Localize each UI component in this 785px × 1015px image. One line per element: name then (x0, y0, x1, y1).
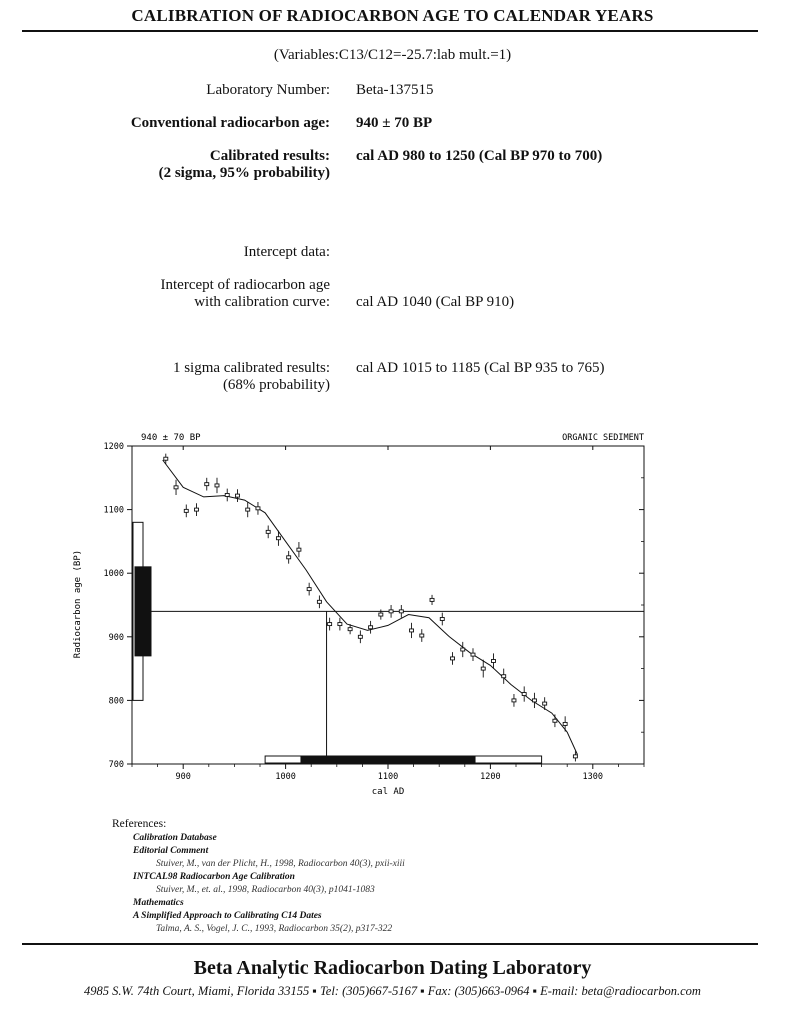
measurement-point (379, 613, 383, 616)
plot-area (104, 442, 644, 782)
chart-title-left: 940 ± 70 BP (141, 433, 201, 443)
measurement-point (440, 617, 444, 620)
reference-heading: Mathematics (133, 898, 184, 908)
conventional-age-label: Conventional radiocarbon age: (130, 115, 330, 131)
reference-heading: INTCAL98 Radiocarbon Age Calibration (133, 872, 295, 882)
chart-title-right: ORGANIC SEDIMENT (562, 433, 644, 443)
measurement-point (164, 457, 168, 460)
references-list (112, 832, 405, 936)
calibration-chart (66, 428, 656, 800)
lab-number-label: Laboratory Number: (206, 82, 330, 98)
measurement-point (553, 719, 557, 722)
measurement-point (338, 623, 342, 626)
measurement-point (491, 659, 495, 662)
measurement-point (235, 494, 239, 497)
y-tick-label: 800 (108, 696, 124, 707)
measurement-point (276, 537, 280, 540)
measurement-point (307, 588, 311, 591)
one-sigma-age-bar (135, 567, 151, 656)
measurement-point (471, 653, 475, 656)
measurement-point (358, 635, 362, 638)
reference-heading: A Simplified Approach to Calibrating C14 Dates (133, 911, 322, 921)
lab-number-value: Beta-137515 (356, 82, 434, 98)
x-tick-label: 1200 (480, 772, 501, 782)
references-section (112, 818, 405, 936)
measurement-point (522, 693, 526, 696)
one-sigma-label: 1 sigma calibrated results: (172, 360, 330, 376)
reference-citation: Talma, A. S., Vogel, J. C., 1993, Radiocarbon 35(2), p317-322 (156, 924, 393, 934)
one-sigma-sublabel: (68% probability) (222, 377, 330, 393)
measurement-point (297, 548, 301, 551)
y-tick-label: 1200 (103, 442, 124, 452)
reference-heading: Editorial Comment (133, 846, 209, 856)
x-tick-label: 1000 (275, 772, 296, 782)
measurement-point (256, 507, 260, 510)
top-rule (22, 30, 758, 32)
references-heading: References: (112, 818, 167, 830)
measurement-point (195, 508, 199, 511)
measurement-point (563, 722, 567, 725)
intercept-value: cal AD 1040 (Cal BP 910) (356, 294, 515, 310)
measurement-point (174, 486, 178, 489)
calibrated-sublabel: (2 sigma, 95% probability) (158, 165, 330, 181)
intercept-label: Intercept of radiocarbon age (160, 277, 330, 293)
bottom-rule (22, 943, 758, 945)
intercept-sublabel: with calibration curve: (194, 294, 330, 310)
measurement-point (348, 628, 352, 631)
lab-name: Beta Analytic Radiocarbon Dating Laboratory (193, 957, 592, 979)
x-axis-label: cal AD (371, 787, 405, 797)
measurement-point (430, 598, 434, 601)
lab-address: 4985 S.W. 74th Court, Miami, Florida 33155 ▪ Tel: (305)667-5167 ▪ Fax: (305)663-0964 ▪ E-mail: beta@radiocarbon.com (84, 984, 701, 998)
measurement-point (481, 667, 485, 670)
measurement-point (369, 626, 373, 629)
one-sigma-value: cal AD 1015 to 1185 (Cal BP 935 to 765) (356, 360, 605, 376)
variables-line: (Variables:C13/C12=-25.7:lab mult.=1) (273, 47, 512, 63)
one-sigma-cal-bar (301, 756, 475, 763)
measurement-point (389, 610, 393, 613)
plot-frame (132, 446, 644, 764)
measurement-point (205, 483, 209, 486)
reference-citation: Stuiver, M., et. al., 1998, Radiocarbon 40(3), p1041-1083 (156, 885, 375, 895)
measurement-point (420, 634, 424, 637)
conventional-age-value: 940 ± 70 BP (356, 115, 433, 131)
measurement-point (399, 610, 403, 613)
calibrated-value: cal AD 980 to 1250 (Cal BP 970 to 700) (356, 148, 603, 164)
measurement-point (246, 508, 250, 511)
calibration-curve (163, 460, 578, 755)
calibrated-label: Calibrated results: (209, 148, 330, 164)
intercept-data-label: Intercept data: (243, 244, 330, 260)
measurement-point (461, 648, 465, 651)
measurement-point (184, 509, 188, 512)
measurement-point (502, 675, 506, 678)
measurement-point (215, 484, 219, 487)
measurement-point (287, 556, 291, 559)
measurement-point (266, 530, 270, 533)
measurement-point (532, 699, 536, 702)
reference-citation: Stuiver, M., van der Plicht, H., 1998, Radiocarbon 40(3), pxii-xiii (156, 859, 405, 869)
y-tick-label: 1100 (103, 505, 124, 516)
x-tick-label: 900 (175, 772, 191, 782)
page-title: CALIBRATION OF RADIOCARBON AGE TO CALENDAR YEARS (131, 6, 654, 25)
measurement-point (512, 699, 516, 702)
y-tick-label: 700 (108, 760, 124, 770)
x-tick-label: 1300 (582, 772, 604, 782)
y-tick-label: 900 (108, 632, 124, 643)
measurement-point (225, 493, 229, 496)
y-tick-label: 1000 (103, 569, 124, 580)
x-tick-label: 1100 (377, 772, 399, 782)
measurement-point (328, 623, 332, 626)
reference-heading: Calibration Database (133, 833, 217, 843)
measurement-point (317, 600, 321, 603)
measurement-point (543, 702, 547, 705)
measurement-point (451, 657, 455, 660)
measurement-point (573, 755, 577, 758)
measurement-point (410, 629, 414, 632)
y-axis-label: Radiocarbon age (BP) (73, 549, 83, 659)
